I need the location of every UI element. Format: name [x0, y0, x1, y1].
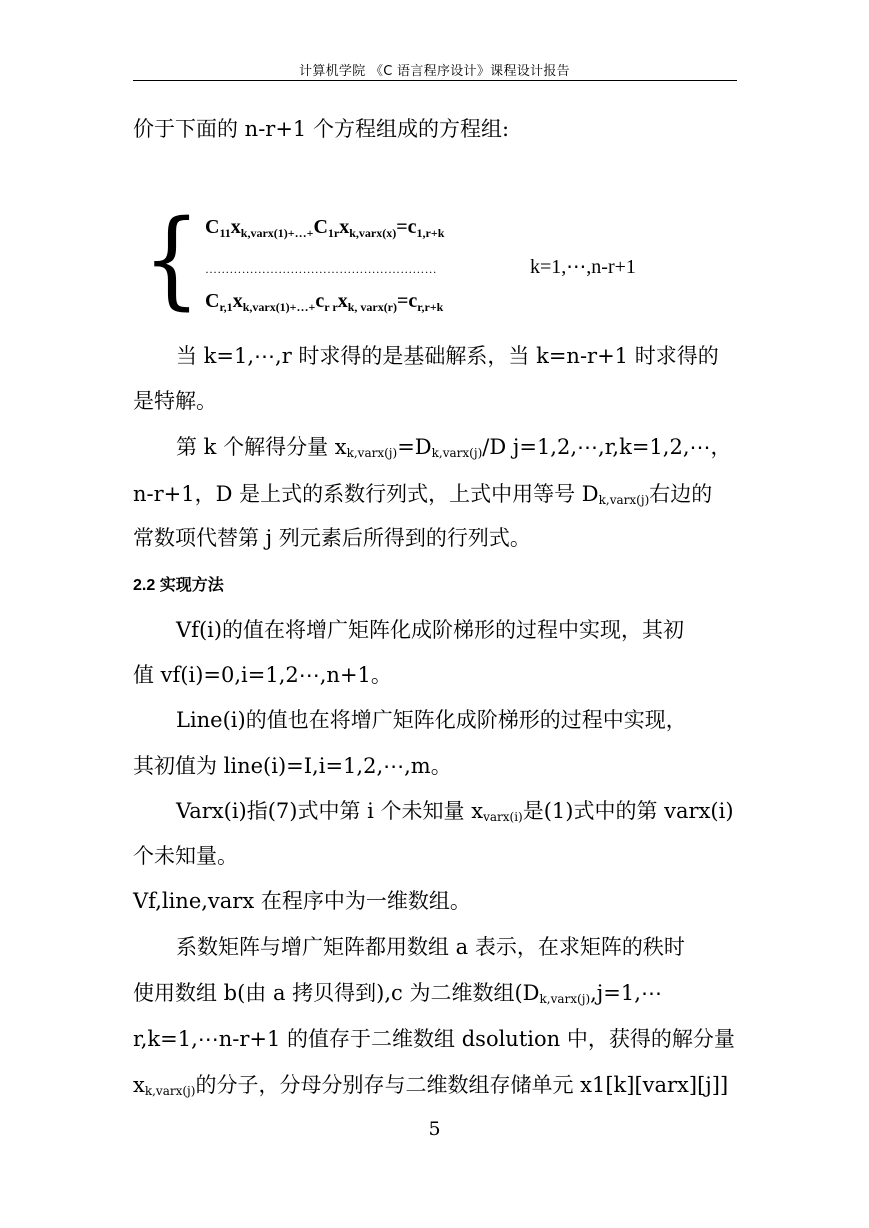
eq1-coef-sub: 11 [219, 226, 231, 240]
equation-dots: ………………………………………………… [205, 262, 437, 276]
para2-text-c: /D j=1,2,⋯,r,k=1,2,⋯， [482, 435, 732, 459]
para7-l2-sub: k,varx(j) [539, 992, 591, 1006]
eq2-var2: x [337, 290, 348, 312]
para7-l4-text-a: x [133, 1073, 145, 1097]
eq2-coef: C [205, 290, 220, 312]
para4-line2: 其初值为 line(i)=I,i=1,2,⋯,m。 [133, 754, 452, 778]
equation-2 [205, 290, 443, 315]
eq1-rhs: =c [396, 216, 417, 238]
para5-text-a: Varx(i)指(7)式中第 i 个未知量 x [176, 799, 484, 823]
k-range: k=1,⋯,n-r+1 [530, 256, 636, 278]
eq2-rhs-sub: r,r+k [417, 300, 444, 314]
eq2-coef2: c [315, 290, 325, 312]
page-header: 计算机学院 《C 语言程序设计》课程设计报告 [299, 64, 570, 79]
para2-line1 [176, 432, 732, 468]
para2-l2-text-b: 右边的 [649, 482, 713, 506]
para6-line: Vf,line,varx 在程序中为一维数组。 [133, 889, 471, 913]
para7-line4 [133, 1070, 728, 1106]
section-title: 2.2 实现方法 [133, 577, 224, 594]
para3-line1: Vf(i)的值在将增广矩阵化成阶梯形的过程中实现，其初 [176, 618, 685, 642]
para2-line2 [133, 479, 712, 515]
para1-line1: 当 k=1,⋯,r 时求得的是基础解系，当 k=n-r+1 时求得的 [176, 344, 719, 368]
para7-l2-text-a: 使用数组 b(由 a 拷贝得到),c 为二维数组(D [133, 981, 540, 1005]
eq1-var: x [230, 216, 241, 238]
para7-l2-text-b: ,j=1,⋯ [590, 981, 662, 1005]
para1-line2: 是特解。 [133, 389, 217, 413]
intro-line: 价于下面的 n-r+1 个方程组成的方程组: [133, 117, 510, 141]
eq1-coef2: C [313, 216, 328, 238]
para3-line2: 值 vf(i)=0,i=1,2⋯,n+1。 [133, 663, 392, 687]
para5-text-b: 是(1)式中的第 varx(i) [522, 799, 734, 823]
para7-line3: r,k=1,⋯n-r+1 的值存于二维数组 dsolution 中，获得的解分量 [133, 1027, 735, 1051]
para2-l2-text-a: n-r+1，D 是上式的系数行列式，上式中用等号 D [133, 482, 599, 506]
eq2-coef2-sub: r r [324, 300, 338, 314]
para2-text-b: =D [397, 435, 432, 459]
para2-text-a: 第 k 个解得分量 x [176, 435, 347, 459]
eq2-var-sub: k,varx(1)+…+ [242, 300, 316, 314]
para7-line1: 系数矩阵与增广矩阵都用数组 a 表示，在求矩阵的秩时 [176, 935, 685, 959]
para2-sub-2: k,varx(j) [431, 446, 483, 460]
left-brace: { [143, 197, 201, 320]
eq2-coef-sub: r,1 [219, 300, 233, 314]
para5-sub: varx(i) [483, 810, 523, 824]
eq1-var-sub: k,varx(1)+…+ [240, 226, 314, 240]
eq2-var2-sub: k, varx(r) [347, 300, 398, 314]
para7-l4-text-b: 的分子，分母分别存与二维数组存储单元 x1[k][varx][j]] [195, 1073, 729, 1097]
para7-l4-sub: k,varx(j) [144, 1084, 196, 1098]
eq1-var2: x [339, 216, 350, 238]
para4-line1: Line(i)的值也在将增广矩阵化成阶梯形的过程中实现， [176, 708, 687, 732]
para2-l2-sub: k,varx(j) [598, 493, 650, 507]
eq2-var: x [232, 290, 243, 312]
page-number: 5 [428, 1118, 441, 1140]
para5-line2: 个未知量。 [133, 844, 238, 868]
equation-1 [205, 216, 444, 241]
eq1-coef2-sub: 1r [327, 226, 340, 240]
eq2-rhs: =c [397, 290, 418, 312]
eq1-coef: C [205, 216, 220, 238]
para7-line2 [133, 978, 662, 1014]
eq1-rhs-sub: 1,r+k [416, 226, 445, 240]
eq1-var2-sub: k,varx(x) [349, 226, 397, 240]
header-rule [133, 80, 737, 81]
para2-line3: 常数项代替第 j 列元素后所得到的行列式。 [133, 526, 531, 550]
para2-sub-1: k,varx(j) [346, 446, 398, 460]
para5-line1 [176, 796, 734, 832]
